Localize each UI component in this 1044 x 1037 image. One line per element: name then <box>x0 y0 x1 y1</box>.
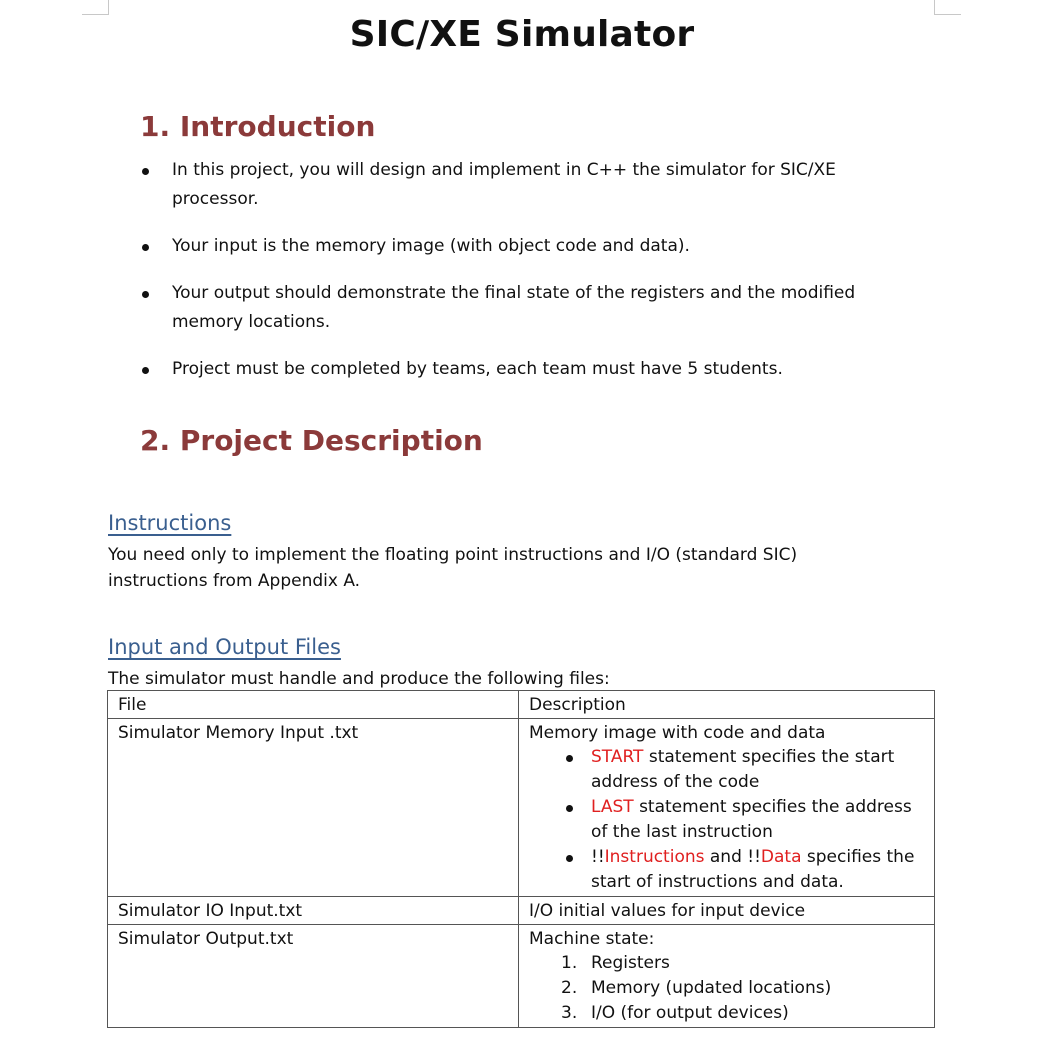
list-item: I/O (for output devices) <box>591 1003 789 1023</box>
table-cell-description <box>519 925 935 1028</box>
section-heading-introduction: 1. Introduction <box>140 110 376 143</box>
section-heading-project-description: 2. Project Description <box>140 424 483 457</box>
list-item <box>591 795 924 845</box>
table-row <box>108 719 935 897</box>
keyword-last: LAST <box>591 797 634 817</box>
list-item <box>591 845 924 895</box>
page-corner-mark-left <box>82 0 109 15</box>
list-item-text: statement specifies the address of the last instruction <box>591 797 912 842</box>
keyword-instructions: Instructions <box>604 847 705 867</box>
table-row <box>108 925 935 1028</box>
page-corner-mark-right <box>934 0 961 15</box>
list-item: In this project, you will design and implement in C++ the simulator for SIC/XE processor. <box>140 156 900 214</box>
machine-state-numbered-list <box>529 951 924 1026</box>
files-intro-paragraph: The simulator must handle and produce the following files: <box>108 669 610 689</box>
introduction-bullet-list <box>140 156 900 384</box>
table-cell-file: Simulator Output.txt <box>108 925 519 1028</box>
table-cell-file: Simulator IO Input.txt <box>108 897 519 925</box>
table-cell-file: Simulator Memory Input .txt <box>108 719 519 897</box>
table-header-row <box>108 691 935 719</box>
list-item-text: statement specifies the start address of the code <box>591 747 895 792</box>
list-item: Your output should demonstrate the final state of the registers and the modified memory locations. <box>140 279 900 337</box>
keyword-data: Data <box>760 847 802 867</box>
document-title: SIC/XE Simulator <box>349 14 695 55</box>
description-bullet-list <box>529 745 924 895</box>
subheading-instructions: Instructions <box>108 511 232 535</box>
table-cell-description: I/O initial values for input device <box>519 897 935 925</box>
subheading-input-output-files: Input and Output Files <box>108 635 341 659</box>
instructions-paragraph: You need only to implement the floating point instructions and I/O (standard SIC) instructions from Appendix A. <box>108 545 798 591</box>
files-table <box>107 690 935 1028</box>
list-item: Your input is the memory image (with object code and data). <box>140 232 900 261</box>
table-row <box>108 897 935 925</box>
table-header-file: File <box>108 691 519 719</box>
table-cell-description <box>519 719 935 897</box>
list-item-text: !! <box>591 847 605 867</box>
list-item-text: specifies the start of instructions and data. <box>591 847 915 892</box>
list-item: Memory (updated locations) <box>591 978 832 998</box>
keyword-start: START <box>591 747 644 767</box>
list-item <box>591 745 924 795</box>
list-item-text: and !! <box>704 847 761 867</box>
description-text: Machine state: <box>529 929 655 949</box>
list-item: Registers <box>591 953 670 973</box>
table-header-description: Description <box>519 691 935 719</box>
list-item: Project must be completed by teams, each team must have 5 students. <box>140 355 900 384</box>
description-text: Memory image with code and data <box>529 723 826 743</box>
